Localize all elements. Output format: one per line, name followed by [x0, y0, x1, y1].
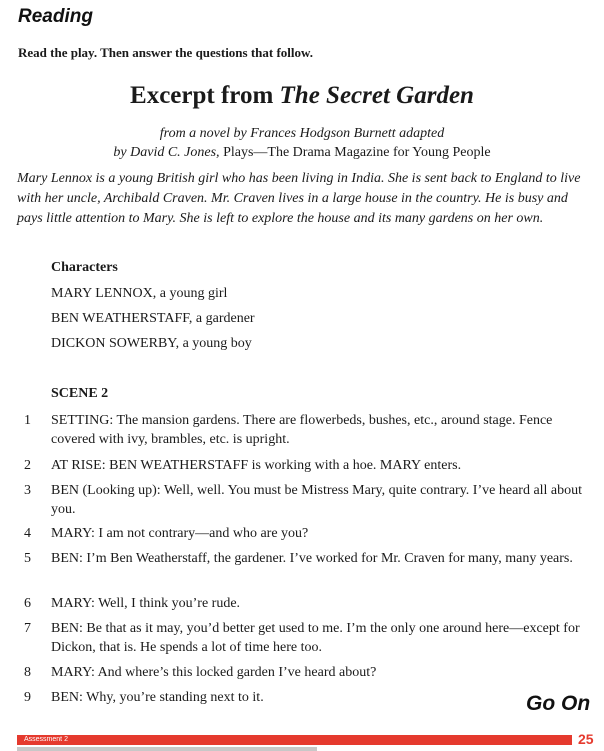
line-number: 3 [24, 483, 31, 498]
character-item: MARY LENNOX, a young girl [51, 286, 228, 301]
play-title-italic: The Secret Garden [279, 82, 474, 109]
script-line: BEN: Why, you’re standing next to it. [51, 690, 264, 705]
byline-line-1: from a novel by Frances Hodgson Burnett adapted [159, 126, 445, 141]
script-line: BEN: I’m Ben Weatherstaff, the gardener. I’ve worked for Mr. Craven for many, many years. [51, 551, 573, 566]
footer-copyright-strip [17, 747, 317, 751]
footer-bar [17, 735, 572, 745]
script-line: AT RISE: BEN WEATHERSTAFF is working with a hoe. MARY enters. [51, 458, 462, 473]
line-number: 1 [24, 413, 31, 428]
directions: Read the play. Then answer the questions that follow. [18, 45, 313, 60]
section-title: Reading [18, 6, 93, 27]
page-number: 25 [578, 731, 594, 747]
script-line: SETTING: The mansion gardens. There are flowerbeds, bushes, etc., around stage. Fence covered with ivy, brambles, etc. is upright. [51, 413, 553, 447]
byline-line-2-prefix: by David C. Jones, [113, 145, 224, 160]
scene-heading: SCENE 2 [51, 386, 109, 401]
line-number: 4 [24, 526, 31, 541]
byline-line-2-suffix: Plays—The Drama Magazine for Young People [223, 145, 491, 160]
script-line: MARY: And where’s this locked garden I’ve heard about? [51, 665, 377, 680]
line-number: 9 [24, 690, 31, 705]
character-item: BEN WEATHERSTAFF, a gardener [51, 311, 255, 326]
script-line: BEN (Looking up): Well, well. You must be Mistress Mary, quite contrary. I’ve heard all about you. [51, 483, 583, 517]
script-line: MARY: Well, I think you’re rude. [51, 596, 241, 611]
line-number: 6 [24, 596, 31, 611]
character-item: DICKON SOWERBY, a young boy [51, 336, 252, 351]
line-number: 8 [24, 665, 31, 680]
line-number: 5 [24, 551, 31, 566]
play-title-prefix: Excerpt from [130, 82, 280, 109]
characters-heading: Characters [51, 260, 118, 275]
script-line: BEN: Be that as it may, you’d better get used to me. I’m the only one around here—except for Dickon, that is. He spends a lot of time here too. [51, 621, 580, 655]
play-title [0, 82, 604, 110]
footer-assessment-label: Assessment 2 [24, 736, 68, 743]
script-line: MARY: I am not contrary—and who are you? [51, 526, 309, 541]
byline-line-2 [0, 143, 604, 162]
intro-paragraph: Mary Lennox is a young British girl who has been living in India. She is sent back to England to live with her uncle, Archibald Craven. Mr. Craven lives in a large house in the country. He is busy and pays little attention to Mary. She is left to explore the house and its many gardens on her own. [17, 171, 581, 226]
go-on-label: Go On [526, 692, 591, 715]
byline [0, 124, 604, 162]
line-number: 2 [24, 458, 31, 473]
line-number: 7 [24, 621, 31, 636]
